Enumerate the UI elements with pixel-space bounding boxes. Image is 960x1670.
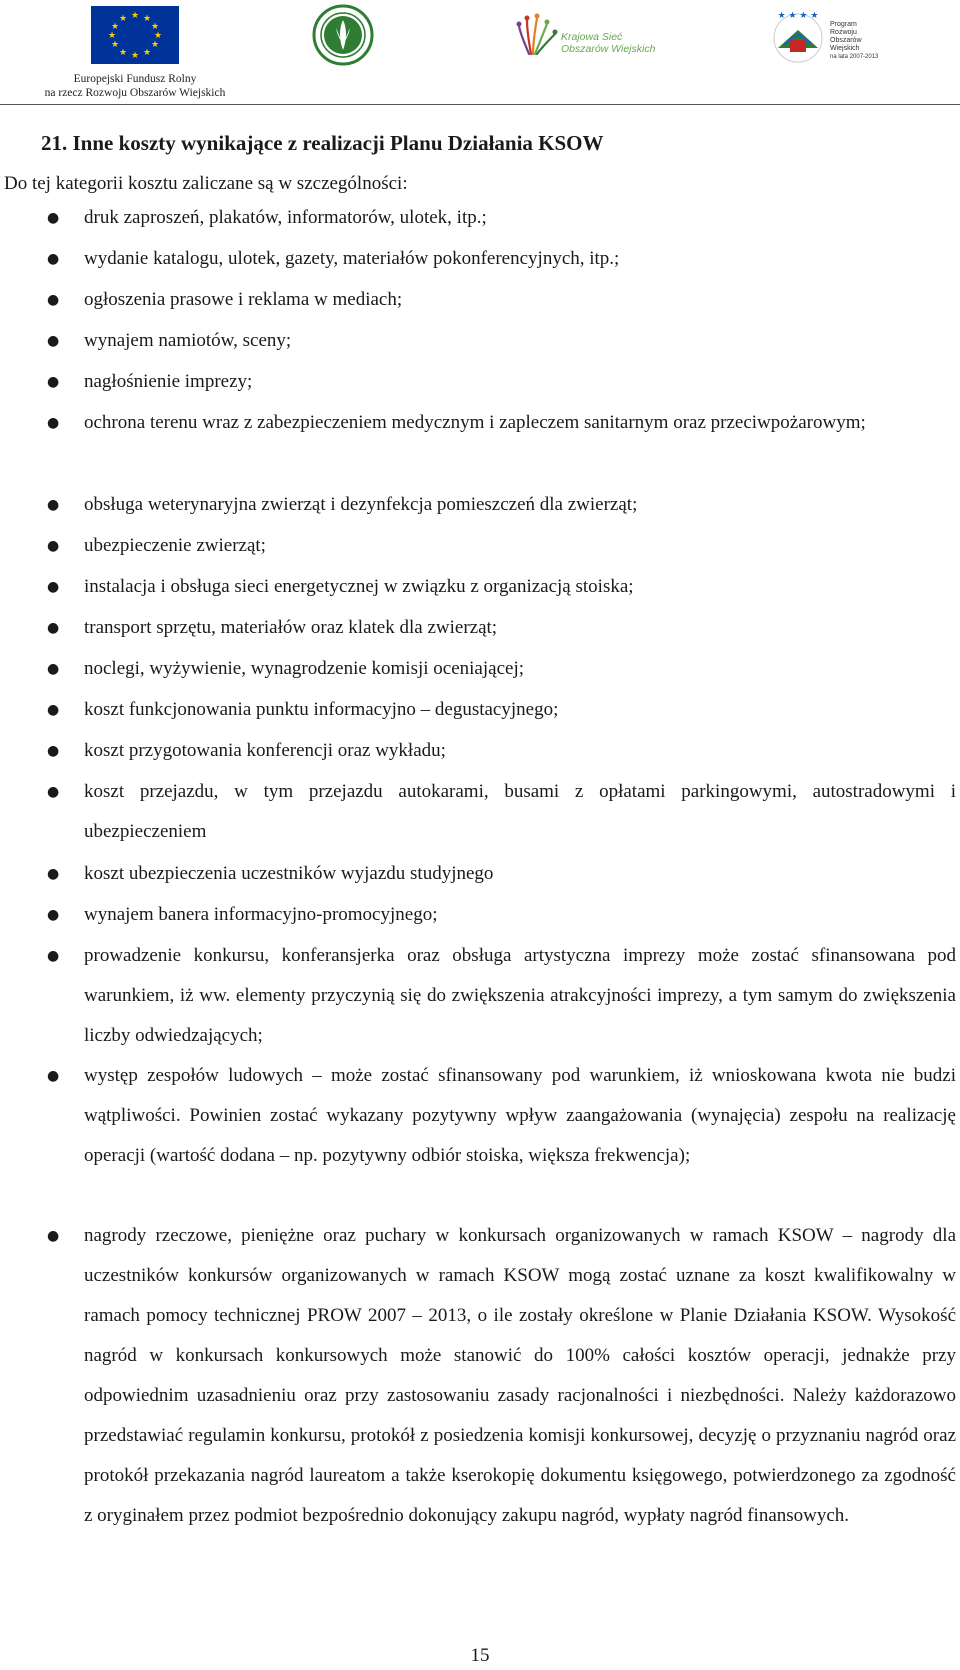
list-item: ● noclegi, wyżywienie, wynagrodzenie komisji oceniającej; (84, 649, 956, 689)
list-item: ● ubezpieczenie zwierząt; (84, 526, 956, 566)
bullet-icon: ● (47, 374, 60, 390)
svg-text:★ ★ ★ ★: ★ ★ ★ ★ (777, 11, 819, 21)
bullet-icon: ● (47, 292, 60, 308)
bullet-icon: ● (47, 907, 60, 923)
bullet-icon: ● (47, 538, 60, 554)
section-intro: Do tej kategorii kosztu zaliczane są w szczególności: (4, 173, 408, 194)
bullet-icon: ● (47, 333, 60, 349)
list-item: ● transport sprzętu, materiałów oraz klatek dla zwierząt; (84, 608, 956, 648)
bullet-icon: ● (47, 1228, 60, 1244)
list-item: ● wynajem namiotów, sceny; (84, 321, 956, 361)
list-item: ● obsługa weterynaryjna zwierząt i dezynfekcja pomieszczeń dla zwierząt; (84, 485, 956, 525)
list-item: ● koszt przygotowania konferencji oraz wykładu; (84, 731, 956, 771)
bullet-icon: ● (47, 497, 60, 513)
prow-logo-line4: Wiejskich (830, 45, 860, 52)
list-item: ● występ zespołów ludowych – może zostać sfinansowany pod warunkiem, iż wnioskowana kwota nie budzi wątpliwości. Powinien zostać wykazany pozytywny wpływ zaangażowania (wynajęcia) zespołu na realizację operacji (wartość dodana – np. pozytywny odbiór stoiska, większa frekwencja); (84, 1056, 956, 1176)
eu-logo-block (30, 6, 240, 100)
list-item: ● ochrona terenu wraz z zabezpieczeniem medycznym i zapleczem sanitarnym oraz przeciwpożarowym; (84, 403, 956, 443)
ksow-logo-line2: Obszarów Wiejskich (561, 43, 655, 55)
bullet-icon: ● (47, 415, 60, 431)
bullet-icon: ● (47, 1068, 60, 1084)
prow-logo-line2: Rozwoju (830, 29, 857, 36)
eu-caption-line2: na rzecz Rozwoju Obszarów Wiejskich (44, 87, 226, 99)
prow-logo (770, 4, 880, 68)
page-header (0, 0, 960, 106)
eu-flag-icon: ★ ★ ★ ★ ★ ★ ★ ★ ★ ★ ★ ★ (91, 6, 179, 64)
prow-logo-line3: Obszarów (830, 37, 862, 44)
list-item: ● prowadzenie konkursu, konferansjerka oraz obsługa artystyczna imprezy może zostać sfinansowana pod warunkiem, iż ww. elementy przyczynią się do zwiększenia atrakcyjności imprezy, a tym samym do zwiększenia liczby odwiedzających; (84, 936, 956, 1056)
bullet-icon: ● (47, 661, 60, 677)
ksow-logo-line1: Krajowa Sieć (561, 31, 623, 43)
list-item: ● koszt ubezpieczenia uczestników wyjazdu studyjnego (84, 854, 956, 894)
list-item: ● instalacja i obsługa sieci energetycznej w związku z organizacją stoiska; (84, 567, 956, 607)
bullet-icon: ● (47, 251, 60, 267)
prow-logo-line1: Program (830, 21, 857, 28)
section-heading: 21. Inne koszty wynikające z realizacji Planu Działania KSOW (41, 131, 604, 155)
bullet-icon: ● (47, 702, 60, 718)
bullet-icon: ● (47, 743, 60, 759)
eu-caption (30, 72, 240, 100)
list-item: ● ogłoszenia prasowe i reklama w mediach; (84, 280, 956, 320)
list-item: ● koszt przejazdu, w tym przejazdu autokarami, busami z opłatami parkingowymi, autostradowymi i ubezpieczeniem (84, 772, 956, 852)
list-item: ● druk zaproszeń, plakatów, informatorów, ulotek, itp.; (84, 198, 956, 238)
list-item: ● wynajem banera informacyjno-promocyjnego; (84, 895, 956, 935)
bullet-icon: ● (47, 948, 60, 964)
bullet-icon: ● (47, 784, 60, 800)
eu-caption-line1: Europejski Fundusz Rolny (73, 73, 197, 85)
bullet-icon: ● (47, 210, 60, 226)
list-item: ● nagrody rzeczowe, pieniężne oraz puchary w konkursach organizowanych w ramach KSOW – nagrody dla uczestników konkursów organizowanych w ramach KSOW mogą zostać uznane za koszt kwalifikowalny w ramach pomocy technicznej PROW 2007 – 2013, o ile zostały określone w Planie Działania KSOW. Wysokość nagród w konkursach konkursowych może stanowić do 100% całości kosztów operacji, jednakże przy odpowiednim uzasadnieniu oraz przy zastosowaniu zasady racjonalności i niezbędności. Należy każdorazowo przedstawiać regulamin konkursu, protokół z posiedzenia komisji konkursowej, decyzję o przyznaniu nagród oraz protokół przekazania nagród laureatom a także kserokopię dokumentu księgowego, potwierdzonego za zgodność z oryginałem przez podmiot bezpośrednio dokonujący zakupu nagród, wypłaty nagród finansowych. (84, 1216, 956, 1536)
bullet-icon: ● (47, 620, 60, 636)
prow-logo-line5: na lata 2007-2013 (830, 54, 879, 60)
page-number: 15 (470, 1645, 490, 1666)
list-item: ● nagłośnienie imprezy; (84, 362, 956, 402)
list-item: ● koszt funkcjonowania punktu informacyjno – degustacyjnego; (84, 690, 956, 730)
header-divider (0, 104, 960, 105)
list-item: ● wydanie katalogu, ulotek, gazety, materiałów pokonferencyjnych, itp.; (84, 239, 956, 279)
bullet-icon: ● (47, 579, 60, 595)
ministry-agriculture-logo (312, 4, 374, 66)
ksow-logo (515, 10, 655, 66)
bullet-icon: ● (47, 866, 60, 882)
